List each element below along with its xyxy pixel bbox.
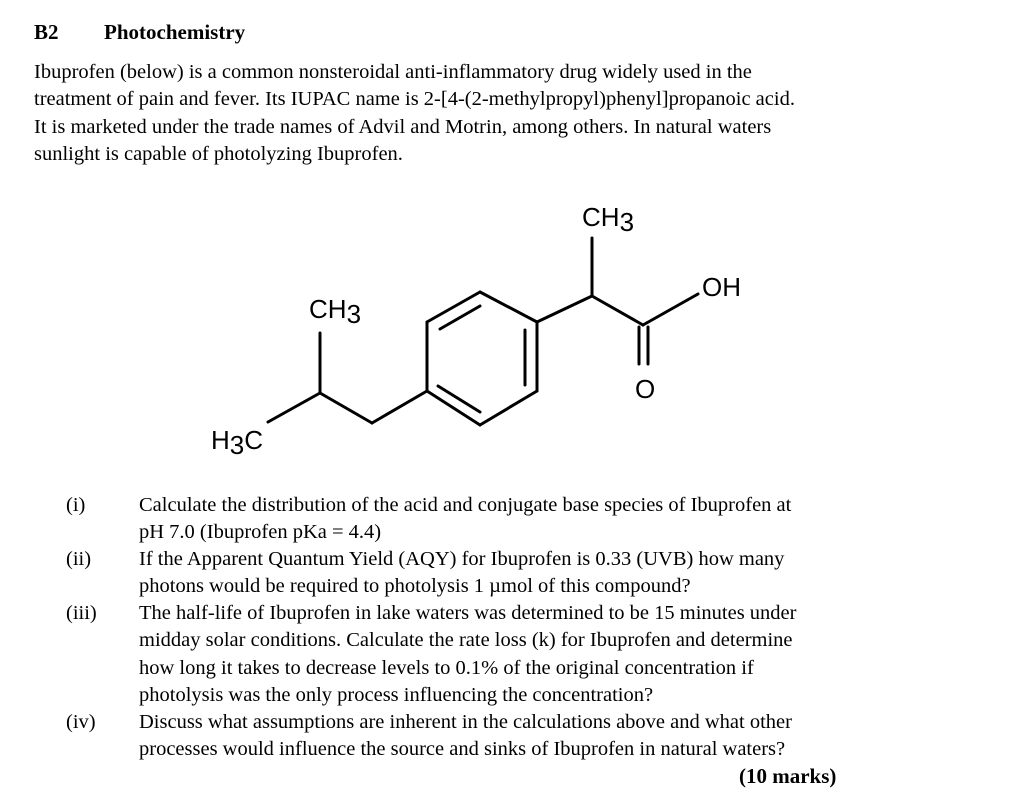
intro-line: sunlight is capable of photolyzing Ibuprofen. bbox=[34, 142, 403, 165]
question-item bbox=[0, 546, 929, 600]
carbonyl-oxygen-label: O bbox=[635, 374, 656, 404]
question-line: processes would influence the source and sinks of Ibuprofen in natural waters? bbox=[139, 737, 786, 760]
side-chain-bond bbox=[537, 296, 592, 322]
intro-line: Ibuprofen (below) is a common nonsteroidal anti-inflammatory drug widely used in the bbox=[34, 61, 752, 83]
side-chain-bond bbox=[643, 294, 698, 325]
ring-bond bbox=[480, 391, 537, 425]
question-number: (ii) bbox=[66, 548, 92, 571]
ring-bond bbox=[427, 292, 480, 322]
question-line: photons would be required to photolysis 1 µmol of this compound? bbox=[139, 575, 691, 598]
question-item bbox=[0, 709, 929, 763]
section-title: Photochemistry bbox=[104, 20, 246, 44]
ring-double-bond bbox=[440, 306, 480, 329]
question-line: Discuss what assumptions are inherent in the calculations above and what other bbox=[139, 710, 792, 733]
question-item bbox=[0, 492, 929, 546]
side-chain-bond bbox=[372, 391, 427, 423]
question-line: If the Apparent Quantum Yield (AQY) for Ibuprofen is 0.33 (UVB) how many bbox=[139, 548, 785, 571]
question-line: Calculate the distribution of the acid and conjugate base species of Ibuprofen at bbox=[139, 494, 792, 516]
methyl-label-left: CH3 bbox=[309, 294, 362, 329]
intro-line: treatment of pain and fever. Its IUPAC name is 2-[4-(2-methylpropyl)phenyl]propanoic acid. bbox=[34, 88, 795, 111]
ibuprofen-structure-diagram bbox=[190, 190, 790, 490]
section-heading bbox=[34, 20, 245, 45]
side-chain-bond bbox=[592, 296, 643, 325]
hydroxyl-label: OH bbox=[702, 272, 741, 302]
marks-label: (10 marks) bbox=[739, 764, 837, 788]
side-chain-bond bbox=[268, 393, 320, 422]
question-item bbox=[0, 600, 929, 708]
question-number: (iv) bbox=[66, 710, 96, 733]
question-line: midday solar conditions. Calculate the rate loss (k) for Ibuprofen and determine bbox=[139, 629, 793, 652]
question-line: pH 7.0 (Ibuprofen pKa = 4.4) bbox=[139, 521, 382, 544]
side-chain-bond bbox=[320, 393, 372, 423]
ring-bond bbox=[480, 292, 537, 322]
section-code: B2 bbox=[34, 20, 59, 44]
question-list bbox=[0, 492, 1024, 763]
methyl-label-top: CH3 bbox=[582, 202, 635, 237]
terminal-methyl-label: H3C bbox=[211, 425, 264, 460]
intro-paragraph bbox=[34, 59, 934, 168]
ring-double-bond bbox=[438, 386, 480, 412]
question-line: photolysis was the only process influencing the concentration? bbox=[139, 683, 654, 706]
question-number: (iii) bbox=[66, 602, 97, 625]
question-line: The half-life of Ibuprofen in lake waters was determined to be 15 minutes under bbox=[139, 602, 797, 625]
question-line: how long it takes to decrease levels to 0.1% of the original concentration if bbox=[139, 656, 754, 679]
question-number: (i) bbox=[66, 494, 86, 516]
intro-line: It is marketed under the trade names of Advil and Motrin, among others. In natural waters bbox=[34, 115, 772, 138]
